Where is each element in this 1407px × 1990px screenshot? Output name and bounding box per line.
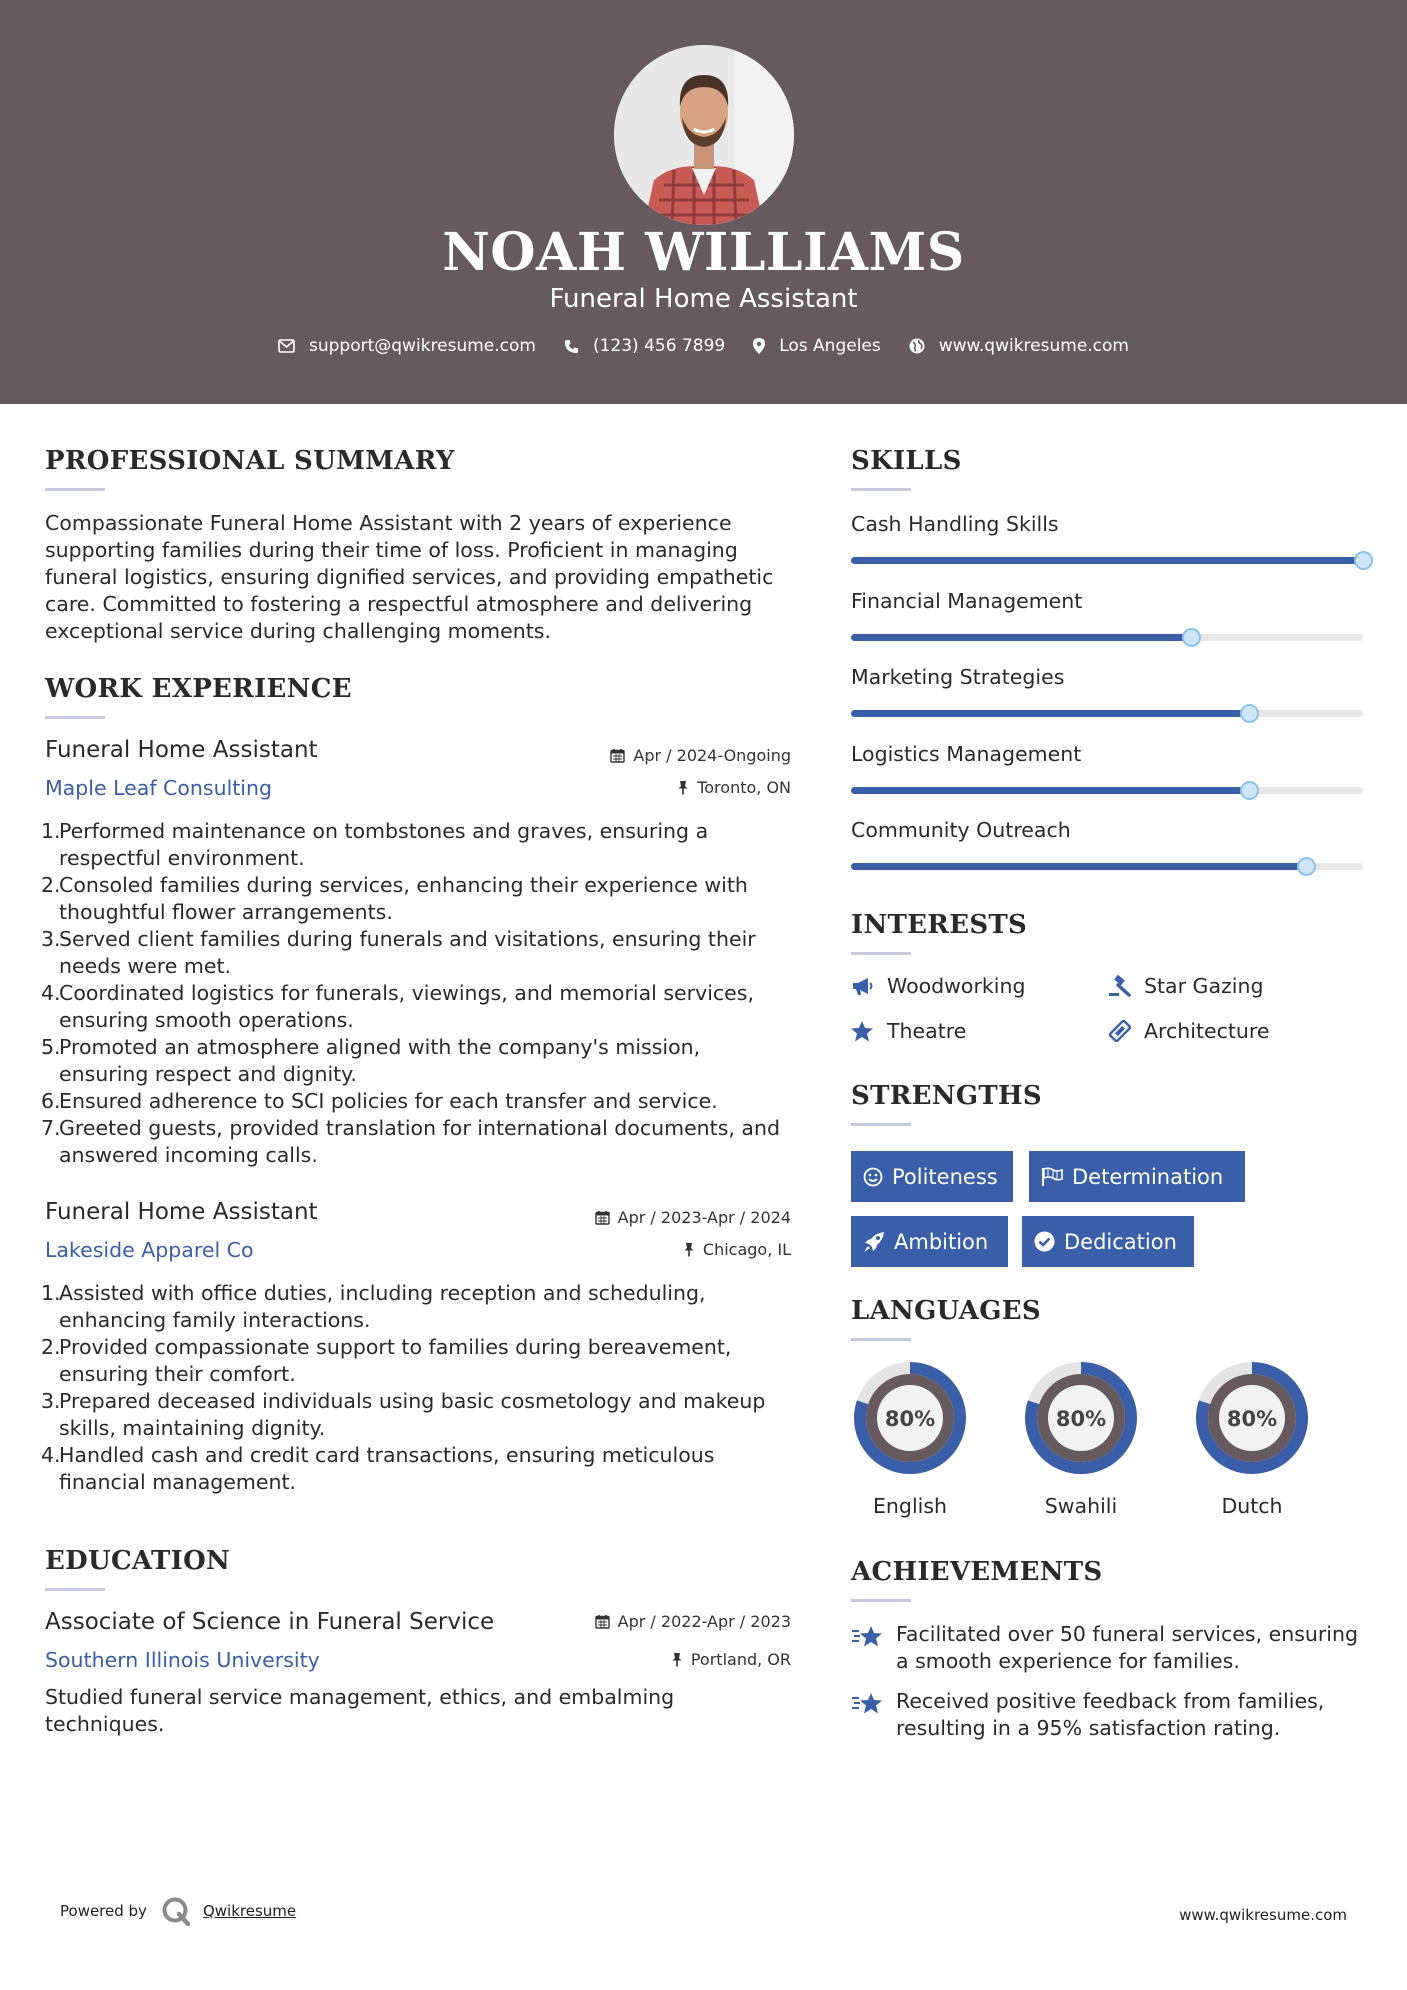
skill-label: Logistics Management	[851, 741, 1082, 766]
list-item: 2. Consoled families during services, enhancing their experience with thoughtful flower arrangements.	[41, 873, 748, 924]
pin-icon	[671, 1652, 683, 1667]
list-item: 4. Handled cash and credit card transactions, ensuring meticulous financial management.	[41, 1443, 715, 1494]
skill-label: Cash Handling Skills	[851, 512, 1059, 536]
job-location	[491, 778, 791, 797]
list-item: 3. Served client families during funerals and visitations, ensuring their needs were met.	[41, 927, 756, 978]
megaphone-icon	[851, 976, 877, 996]
profile-photo	[614, 45, 794, 225]
education-heading: EDUCATION	[45, 1546, 231, 1576]
strength-label: Determination	[1072, 1164, 1224, 1189]
language-donut	[848, 1356, 972, 1484]
strengths-rule	[851, 1123, 911, 1126]
strengths-heading: STRENGTHS	[851, 1081, 1042, 1111]
website-text: www.qwikresume.com	[938, 336, 1129, 356]
languages-rule	[851, 1338, 911, 1341]
education-rule	[45, 1588, 105, 1591]
header	[0, 0, 1407, 404]
summary-heading: PROFESSIONAL SUMMARY	[45, 446, 455, 476]
phone-icon	[564, 339, 579, 354]
interest-item-star-gazing	[1108, 974, 1263, 998]
pin-icon	[677, 780, 689, 795]
job-location-text: Chicago, IL	[702, 1240, 791, 1259]
skill-level-knob	[1297, 857, 1316, 876]
interest-label: Architecture	[1144, 1019, 1270, 1043]
language-donut	[1019, 1356, 1143, 1484]
list-item: 5. Promoted an atmosphere aligned with the company's mission, ensuring respect and dignity.	[41, 1035, 701, 1086]
skill-level-knob	[1240, 704, 1259, 723]
job-location	[491, 1240, 791, 1259]
footer-powered-by	[60, 1896, 296, 1926]
job-dates	[491, 1208, 791, 1227]
candidate-name: NOAH WILLIAMS	[442, 222, 965, 283]
location-text: Los Angeles	[779, 336, 881, 356]
experience-heading: WORK EXPERIENCE	[45, 674, 352, 704]
list-item: 1. Assisted with office duties, including reception and scheduling, enhancing family interactions.	[41, 1281, 706, 1332]
education-description: Studied funeral service management, ethics, and embalming techniques.	[45, 1685, 675, 1736]
achievements-heading: ACHIEVEMENTS	[851, 1557, 1103, 1587]
skill-level-fill	[851, 710, 1249, 717]
language-name: English	[872, 1494, 948, 1518]
skill-level-bar	[851, 557, 1363, 564]
interest-label: Woodworking	[887, 974, 1026, 998]
skills-rule	[851, 488, 911, 491]
list-item: 1. Performed maintenance on tombstones and graves, ensuring a respectful environment.	[41, 819, 709, 870]
job-title: Funeral Home Assistant	[45, 1199, 318, 1225]
contact-website[interactable]	[909, 336, 1129, 356]
award-star-icon	[851, 1688, 896, 1742]
interest-item-woodworking	[851, 974, 1025, 998]
language-name: Dutch	[1221, 1494, 1283, 1518]
summary-rule	[45, 488, 105, 491]
job-dates	[491, 746, 791, 765]
summary-text: Compassionate Funeral Home Assistant with 2 years of experience supporting families during their time of loss. Proficient in managing funeral logistics, ensuring dignified services, and providing empathetic care. Committed to fostering a respectful atmosphere and delivering exceptional service during challenging moments.	[45, 511, 774, 643]
footer-website[interactable]: www.qwikresume.com	[1179, 1906, 1347, 1924]
qwikresume-link[interactable]: Qwikresume	[202, 1902, 297, 1920]
education-dates-text: Apr / 2022-Apr / 2023	[617, 1612, 791, 1631]
skill-level-fill	[851, 863, 1306, 870]
interest-label: Theatre	[887, 1019, 967, 1043]
award-star-icon	[851, 1621, 896, 1675]
envelope-icon	[278, 339, 295, 353]
education-dates	[491, 1612, 791, 1631]
language-name: Swahili	[1044, 1494, 1118, 1518]
skills-heading: SKILLS	[851, 446, 962, 476]
contact-phone[interactable]	[564, 336, 725, 356]
achievement-item	[851, 1621, 1371, 1675]
calendar-icon	[595, 1614, 610, 1629]
languages-heading: LANGUAGES	[851, 1296, 1041, 1326]
list-item: 7. Greeted guests, provided translation for international documents, and answered incoming calls.	[41, 1116, 780, 1167]
strength-badge-dedication	[1022, 1216, 1194, 1267]
interests-heading: INTERESTS	[851, 910, 1028, 940]
education-location	[491, 1650, 791, 1669]
flag-icon	[1041, 1167, 1063, 1187]
contact-location	[753, 336, 881, 356]
gavel-icon	[1108, 975, 1134, 997]
strength-badge-determination	[1029, 1151, 1245, 1202]
strength-label: Politeness	[892, 1164, 998, 1189]
achievement-item	[851, 1688, 1371, 1742]
contact-email[interactable]	[278, 336, 536, 356]
candidate-title: Funeral Home Assistant	[549, 284, 858, 314]
interests-rule	[851, 952, 911, 955]
language-percent: 80%	[884, 1407, 936, 1431]
skill-level-fill	[851, 557, 1363, 564]
job-dates-text: Apr / 2023-Apr / 2024	[617, 1208, 791, 1227]
list-item: 3. Prepared deceased individuals using basic cosmetology and makeup skills, maintaining dignity.	[41, 1389, 766, 1440]
calendar-icon	[610, 748, 625, 763]
list-item: 2. Provided compassionate support to families during bereavement, ensuring their comfort.	[41, 1335, 732, 1386]
qwikresume-logo-icon	[161, 1896, 191, 1926]
strength-label: Dedication	[1064, 1229, 1177, 1254]
skill-level-bar	[851, 787, 1363, 794]
list-item: 6. Ensured adherence to SCI policies for each transfer and service.	[41, 1089, 718, 1113]
rocket-icon	[863, 1231, 885, 1253]
list-item: 4. Coordinated logistics for funerals, viewings, and memorial services, ensuring smooth operations.	[41, 981, 754, 1032]
strength-badge-ambition	[851, 1216, 1008, 1267]
skill-level-bar	[851, 710, 1363, 717]
smile-icon	[863, 1167, 883, 1187]
star-icon	[851, 1021, 877, 1042]
achievement-text: Received positive feedback from families, resulting in a 95% satisfaction rating.	[896, 1689, 1325, 1740]
company-name: Lakeside Apparel Co	[45, 1238, 254, 1262]
calendar-icon	[595, 1210, 610, 1225]
check-circle-icon	[1034, 1231, 1055, 1252]
degree-title: Associate of Science in Funeral Service	[45, 1609, 495, 1635]
skill-level-knob	[1354, 551, 1373, 570]
skill-level-bar	[851, 863, 1363, 870]
job-location-text: Toronto, ON	[697, 778, 791, 797]
skill-level-fill	[851, 787, 1249, 794]
achievements-rule	[851, 1599, 911, 1602]
pin-icon	[683, 1242, 695, 1257]
job-duties-list	[41, 1280, 793, 1496]
school-name: Southern Illinois University	[45, 1648, 320, 1672]
skill-label: Financial Management	[851, 588, 1083, 613]
phone-text: (123) 456 7899	[592, 336, 726, 356]
experience-rule	[45, 716, 105, 719]
globe-icon	[909, 338, 925, 354]
job-duties-list	[41, 818, 793, 1169]
avatar	[614, 45, 794, 225]
skill-label: Community Outreach	[851, 818, 1071, 842]
strength-label: Ambition	[894, 1229, 989, 1254]
contact-bar	[0, 336, 1407, 356]
language-percent: 80%	[1226, 1407, 1278, 1431]
map-pin-icon	[753, 338, 765, 354]
language-percent: 80%	[1055, 1407, 1107, 1431]
ticket-icon	[1108, 1020, 1134, 1042]
job-title: Funeral Home Assistant	[45, 737, 318, 763]
skill-level-knob	[1240, 781, 1259, 800]
interest-item-theatre	[851, 1019, 966, 1043]
skill-level-fill	[851, 634, 1191, 641]
powered-by-label: Powered by	[60, 1902, 147, 1920]
skill-level-knob	[1182, 628, 1201, 647]
education-location-text: Portland, OR	[690, 1650, 791, 1669]
achievement-text: Facilitated over 50 funeral services, ensuring a smooth experience for families.	[896, 1622, 1359, 1673]
skill-label: Marketing Strategies	[851, 665, 1065, 689]
interest-label: Star Gazing	[1144, 974, 1264, 998]
language-donut	[1190, 1356, 1314, 1484]
company-name: Maple Leaf Consulting	[45, 776, 273, 800]
interest-item-architecture	[1108, 1019, 1270, 1043]
email-text: support@qwikresume.com	[309, 336, 536, 356]
strength-badge-politeness	[851, 1151, 1013, 1202]
job-dates-text: Apr / 2024-Ongoing	[633, 746, 791, 765]
skill-level-bar	[851, 634, 1363, 641]
